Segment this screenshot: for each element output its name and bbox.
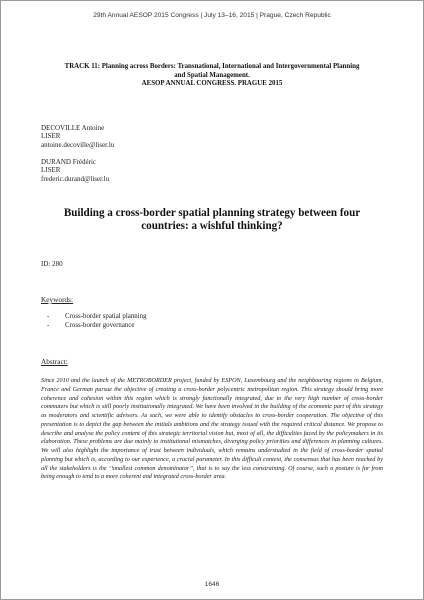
title-line-2: countries: a wishful thinking? [141, 220, 283, 233]
keyword-item [47, 321, 147, 330]
abstract-body: Since 2010 and the launch of the METROBORDER project, funded by ESPON, Luxembourg and the neighbouring regions in Belgium, France and German pursue the objective of creating a cross-border polycentric metropolitan region. This strategy should bring more coherence and cohesion within this region which is strongly functionally integrated, due to the very high number of cross-border commuters but which is still poorly institutionally integrated. We have been involved in the building of the economic part of this strategy as moderators and scientific advisors. As such, we were able to identify obstacles to cross-border cooperation. The objective of this presentation is to depict the gap between the initials ambitions and the strategy issued with the required critical distance. We propose to describe and analyse the policy content of this strategic territorial vision but, most of all, the difficulties faced by the policymakers in its elaboration. These problems are due mainly to institutional mismatches, diverging policy priorities and differences in planning cultures. We will also highlight the importance of trust between individuals, which remains understudied in the field of cross-border spatial planning but which is, according to our experience, a crucial parameter. In this difficult context, the consensus that has been reached by all the stakeholders is the ‘’smallest common denominator’’, that is to say the less constraining. Of course, such a posture is far from being enough to tend to a more coherent and integrated cross-border area. [41, 377, 383, 481]
running-header: 29th Annual AESOP 2015 Congress | July 13–16, 2015 | Prague, Czech Republic [93, 12, 331, 19]
author-name: DECOVILLE Antoine [41, 124, 105, 132]
track-line-2: and Spatial Management. [174, 71, 250, 79]
author-email: antoine.decoville@liser.lu [41, 140, 115, 149]
track-line-3: AESOP ANNUAL CONGRESS. PRAGUE 2015 [141, 80, 283, 88]
keyword-item [47, 312, 147, 321]
keyword-text: Cross-border governance [65, 322, 135, 330]
author-affiliation: LISER [41, 132, 61, 141]
keywords-label: Keywords: [41, 295, 74, 304]
abstract-label: Abstract: [41, 357, 68, 366]
author-affiliation: LISER [41, 166, 61, 175]
page-number: 1646 [204, 581, 220, 588]
author-email: frederic.durand@liser.lu [41, 174, 110, 183]
author-block-2 [41, 158, 109, 183]
keyword-text: Cross-border spatial planning [65, 313, 147, 320]
keywords-list [47, 312, 147, 330]
author-block-1 [41, 124, 114, 149]
author-name: DURAND Frédéric [41, 158, 97, 166]
title-line-1: Building a cross-border spatial planning strategy between four [63, 207, 361, 219]
paper-title [41, 207, 383, 234]
list-dash: - [47, 313, 50, 320]
track-line-1: TRACK 11: Planning across Borders: Transnational, International and Intergovernmental Planning [64, 63, 360, 70]
track-heading [41, 63, 383, 89]
paper-id: ID: 280 [41, 260, 63, 268]
list-dash: - [47, 322, 50, 330]
